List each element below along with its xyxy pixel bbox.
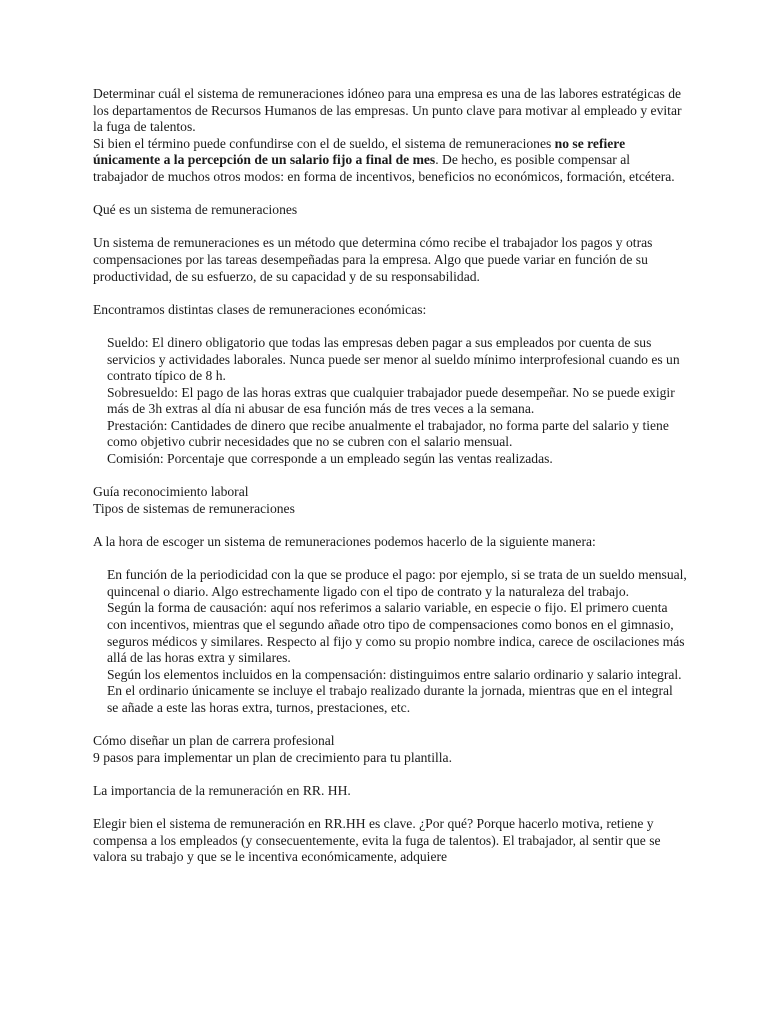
- related-link-guia: Guía reconocimiento laboral: [93, 484, 249, 500]
- section3-body: Elegir bien el sistema de remuneración en RR.HH es clave. ¿Por qué? Porque hacerlo motiva, retiene y compensa a los empleados (y consecuentemente, evita la fuga de talentos). El trabajador, al sentir que se valora su trabajo y que se le incentiva económicamente, adquiere: [93, 816, 661, 865]
- section-heading-importancia: La importancia de la remuneración en RR. HH.: [93, 782, 351, 798]
- section1-body: Un sistema de remuneraciones es un método que determina cómo recibe el trabajador los pagos y otras compensaciones por las tareas desempeñadas para la empresa. Algo que puede variar en función de su productividad, de su esfuerzo, de su capacidad y de su responsabilidad.: [93, 235, 653, 284]
- intro-paragraph-2-bold: no se refiere únicamente a la percepción de un salario fijo a final de mes: [93, 135, 626, 168]
- related-link-9-pasos: 9 pasos para implementar un plan de crecimiento para tu plantilla.: [93, 749, 452, 765]
- list-item-elementos: Según los elementos incluidos en la compensación: distinguimos entre salario ordinario y salario integral. En el ordinario únicamente se incluye el trabajo realizado durante la jornada, mientras que en el integral se añade a este las horas extra, turnos, prestaciones, etc.: [107, 666, 682, 715]
- list-item-comision: Comisión: Porcentaje que corresponde a un empleado según las ventas realizadas.: [107, 451, 553, 467]
- related-link-plan-carrera: Cómo diseñar un plan de carrera profesional: [93, 733, 335, 749]
- list-item-prestacion: Prestación: Cantidades de dinero que recibe anualmente el trabajador, no forma parte del salario y tiene como objetivo cubrir necesidades que no se cubren con el salario mensual.: [107, 417, 669, 450]
- list-item-sobresueldo: Sobresueldo: El pago de las horas extras que cualquier trabajador puede desempeñar. No se puede exigir más de 3h extras al día ni abusar de esa función más de tres veces a la semana.: [107, 384, 675, 417]
- list-item-causacion: Según la forma de causación: aquí nos referimos a salario variable, en especie o fijo. El primero cuenta con incentivos, mientras que el segundo añade otro tipo de compensaciones como bonos en el gimnasio, seguros médicos y similares. Respecto al fijo y como su propio nombre indica, carece de oscilaciones más allá de las horas extra y similares.: [107, 600, 685, 666]
- intro-paragraph-1: Determinar cuál el sistema de remuneraciones idóneo para una empresa es una de las labores estratégicas de los departamentos de Recursos Humanos de las empresas. Un punto clave para motivar al empleado y evitar la fuga de talentos.: [93, 86, 682, 135]
- intro-paragraph-2-start: Si bien el término puede confundirse con el de sueldo, el sistema de remuneraciones: [93, 135, 555, 151]
- intro-paragraph-2-end: . De hecho, es posible compensar al trabajador de muchos otros modos: en forma de incentivos, beneficios no económicos, formación, etcétera.: [93, 152, 675, 184]
- related-link-tipos: Tipos de sistemas de remuneraciones: [93, 500, 295, 516]
- section1-list-intro: Encontramos distintas clases de remuneraciones económicas:: [93, 301, 427, 317]
- intro-paragraph-2: [93, 136, 687, 186]
- section-heading-what-is: Qué es un sistema de remuneraciones: [93, 202, 298, 218]
- document-page: [93, 86, 687, 866]
- list-item-sueldo: Sueldo: El dinero obligatorio que todas las empresas deben pagar a sus empleados por cuenta de sus servicios y actividades laborales. Nunca puede ser menor al sueldo mínimo interprofesional cuando es un contrato típico de 8 h.: [107, 334, 680, 384]
- section2-intro: A la hora de escoger un sistema de remuneraciones podemos hacerlo de la siguiente manera:: [93, 534, 596, 550]
- list-item-periodicidad: En función de la periodicidad con la que se produce el pago: por ejemplo, si se trata de un sueldo mensual, quincenal o diario. Algo estrechamente ligado con el tipo de contrato y la naturaleza del trabajo.: [107, 567, 687, 599]
